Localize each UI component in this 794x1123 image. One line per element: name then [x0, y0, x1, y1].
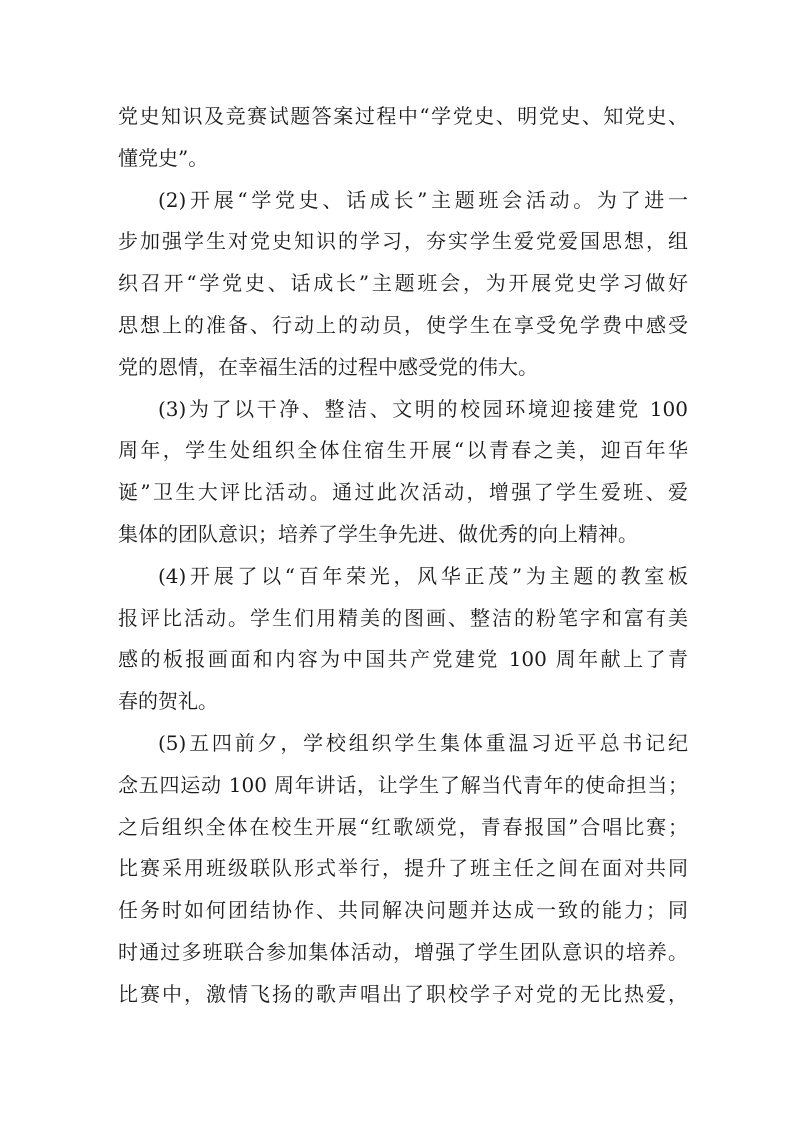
text-line: 党史知识及竞赛试题答案过程中“学党史、明党史、知党史、 — [118, 104, 688, 128]
text-line: 念五四运动 100 周年讲话，让学生了解当代青年的使命担当； — [118, 772, 688, 797]
text-line: 报评比活动。学生们用精美的图画、整洁的粉笔字和富有美 — [118, 605, 688, 630]
text-line: 比赛采用班级联队形式举行，提升了班主任之间在面对共同 — [118, 856, 688, 881]
text-line: 之后组织全体在校生开展“红歌颂党，青春报国”合唱比赛； — [118, 814, 688, 839]
body-text — [118, 96, 688, 1016]
text-line: (5)五四前夕，学校组织学生集体重温习近平总书记纪 — [158, 730, 688, 755]
text-line: 比赛中，激情飞扬的歌声唱出了职校学子对党的无比热爱， — [118, 981, 688, 1006]
text-line: 感的板报画面和内容为中国共产党建党 100 周年献上了青 — [118, 647, 688, 672]
text-line: 诞”卫生大评比活动。通过此次活动，增强了学生爱班、爱 — [118, 480, 688, 505]
text-line: 集体的团队意识；培养了学生争先进、做优秀的向上精神。 — [118, 521, 638, 546]
text-line: (2)开展“学党史、话成长”主题班会活动。为了进一 — [158, 187, 688, 212]
text-line: 党的恩情，在幸福生活的过程中感受党的伟大。 — [118, 354, 538, 379]
text-line: 时通过多班联合参加集体活动，增强了学生团队意识的培养。 — [118, 939, 688, 964]
text-line: 周年，学生处组织全体住宿生开展“以青春之美，迎百年华 — [118, 438, 688, 463]
text-line: (3)为了以干净、整洁、文明的校园环境迎接建党 100 — [158, 396, 688, 421]
text-line: 任务时如何团结协作、共同解决问题并达成一致的能力；同 — [118, 898, 688, 923]
text-line: 思想上的准备、行动上的动员，使学生在享受免学费中感受 — [118, 312, 688, 337]
text-line: 懂党史”。 — [118, 145, 209, 170]
text-line: (4)开展了以“百年荣光，风华正茂”为主题的教室板 — [158, 563, 688, 588]
text-line: 春的贺礼。 — [118, 689, 218, 714]
text-line: 步加强学生对党史知识的学习，夯实学生爱党爱国思想，组 — [118, 229, 688, 254]
text-line: 织召开“学党史、话成长”主题班会，为开展党史学习做好 — [118, 271, 688, 296]
